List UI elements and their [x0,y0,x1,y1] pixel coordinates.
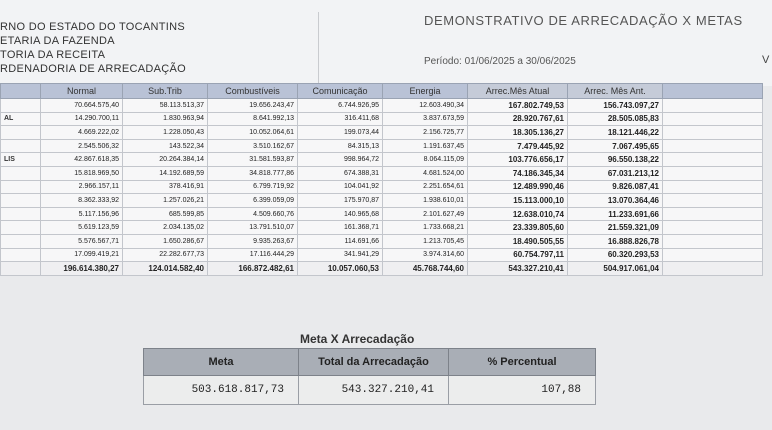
table-cell: 12.638.010,74 [468,207,568,221]
column-header-label [1,84,41,99]
table-cell: 2.101.627,49 [383,207,468,221]
collection-table [0,83,763,276]
table-cell: 2.156.725,77 [383,126,468,140]
table-cell-blank [663,139,763,153]
table-row [1,112,763,126]
table-cell: 13.791.510,07 [208,221,298,235]
report-period: Período: 01/06/2025 a 30/06/2025 [424,56,576,67]
total-cell: 124.014.582,40 [123,262,208,276]
row-label [1,126,41,140]
meta-header-meta: Meta [144,349,299,376]
table-cell: 1.830.963,94 [123,112,208,126]
table-cell: 161.368,71 [298,221,383,235]
column-header-blank [663,84,763,99]
org-line: RDENADORIA DE ARRECADAÇÃO [0,63,186,75]
organization-name [0,20,186,76]
table-cell: 685.599,85 [123,207,208,221]
table-row [1,139,763,153]
table-cell: 1.213.705,45 [383,234,468,248]
table-cell-blank [663,99,763,113]
table-row [1,194,763,208]
table-cell: 60.754.797,11 [468,248,568,262]
table-cell: 10.052.064,61 [208,126,298,140]
table-cell: 16.888.826,78 [568,234,663,248]
table-cell: 2.251.654,61 [383,180,468,194]
total-cell: 45.768.744,60 [383,262,468,276]
table-cell: 96.550.138,22 [568,153,663,167]
table-cell-blank [663,221,763,235]
table-cell: 104.041,92 [298,180,383,194]
table-cell: 67.031.213,12 [568,166,663,180]
meta-header-row [144,349,596,376]
table-cell: 2.034.135,02 [123,221,208,235]
table-cell-blank [663,248,763,262]
table-cell: 15.818.969,50 [41,166,123,180]
table-cell: 998.964,72 [298,153,383,167]
table-cell: 60.320.293,53 [568,248,663,262]
table-row [1,248,763,262]
table-cell: 84.315,13 [298,139,383,153]
table-cell: 17.099.419,21 [41,248,123,262]
table-cell: 21.559.321,09 [568,221,663,235]
table-header-row [1,84,763,99]
org-line: TORIA DA RECEITA [0,49,106,61]
row-label [1,180,41,194]
table-cell: 1.257.026,21 [123,194,208,208]
report-header [0,0,772,86]
total-cell: 166.872.482,61 [208,262,298,276]
table-cell: 15.113.000,10 [468,194,568,208]
column-header-arrec-mes-atual: Arrec.Mês Atual [468,84,568,99]
column-header-combustiveis: Combustíveis [208,84,298,99]
table-cell: 674.388,31 [298,166,383,180]
table-cell: 9.935.263,67 [208,234,298,248]
table-cell: 74.186.345,34 [468,166,568,180]
table-cell: 156.743.097,27 [568,99,663,113]
table-cell-blank [663,112,763,126]
table-cell: 28.505.085,83 [568,112,663,126]
table-cell: 17.116.444,29 [208,248,298,262]
table-cell: 103.776.656,17 [468,153,568,167]
meta-header-total: Total da Arrecadação [299,349,449,376]
row-label [1,166,41,180]
table-cell-blank [663,234,763,248]
total-arrecadacao-value: 543.327.210,41 [299,376,449,405]
table-cell: 167.802.749,53 [468,99,568,113]
table-cell: 12.489.990,46 [468,180,568,194]
table-cell: 3.510.162,67 [208,139,298,153]
total-cell: 10.057.060,53 [298,262,383,276]
row-label [1,234,41,248]
table-cell-blank [663,180,763,194]
table-row [1,126,763,140]
table-cell: 341.941,29 [298,248,383,262]
total-cell: 504.917.061,04 [568,262,663,276]
table-cell: 1.650.286,67 [123,234,208,248]
total-cell: 196.614.380,27 [41,262,123,276]
meta-table [143,348,596,405]
row-label [1,139,41,153]
table-cell: 4.681.524,00 [383,166,468,180]
table-cell-blank [663,262,763,276]
table-cell: 199.073,44 [298,126,383,140]
totals-row [1,262,763,276]
total-cell: 543.327.210,41 [468,262,568,276]
corner-text: V [762,54,770,66]
table-cell: 1.191.637,45 [383,139,468,153]
table-cell: 22.282.677,73 [123,248,208,262]
org-line: ETARIA DA FAZENDA [0,35,115,47]
table-cell: 175.970,87 [298,194,383,208]
table-cell: 2.966.157,11 [41,180,123,194]
table-cell: 11.233.691,66 [568,207,663,221]
table-cell: 14.192.689,59 [123,166,208,180]
table-cell: 9.826.087,41 [568,180,663,194]
table-cell: 6.799.719,92 [208,180,298,194]
table-cell: 70.664.575,40 [41,99,123,113]
column-header-sub-trib: Sub.Trib [123,84,208,99]
table-cell: 2.545.506,32 [41,139,123,153]
meta-title: Meta X Arrecadação [300,332,415,346]
totals-label [1,262,41,276]
header-divider [318,12,319,84]
column-header-normal: Normal [41,84,123,99]
table-cell: 34.818.777,86 [208,166,298,180]
table-cell: 18.121.446,22 [568,126,663,140]
table-row [1,166,763,180]
table-cell: 5.619.123,59 [41,221,123,235]
table-cell: 114.691,66 [298,234,383,248]
table-cell: 18.305.136,27 [468,126,568,140]
table-cell: 42.867.618,35 [41,153,123,167]
table-cell: 1.733.668,21 [383,221,468,235]
row-label: LIS [1,153,41,167]
table-cell: 143.522,34 [123,139,208,153]
table-cell: 31.581.593,87 [208,153,298,167]
table-cell: 7.479.445,92 [468,139,568,153]
percentual-value: 107,88 [449,376,596,405]
table-row [1,234,763,248]
table-cell: 18.490.505,55 [468,234,568,248]
table-row [1,99,763,113]
table-row [1,180,763,194]
table-cell: 4.509.660,76 [208,207,298,221]
meta-value-row [144,376,596,405]
report-title: DEMONSTRATIVO DE ARRECADAÇÃO X METAS [424,13,743,28]
table-cell: 8.064.115,09 [383,153,468,167]
table-cell: 6.399.059,09 [208,194,298,208]
row-label: AL [1,112,41,126]
table-cell: 8.641.992,13 [208,112,298,126]
table-cell-blank [663,126,763,140]
table-cell: 378.416,91 [123,180,208,194]
table-cell: 316.411,68 [298,112,383,126]
table-cell-blank [663,153,763,167]
table-cell: 4.669.222,02 [41,126,123,140]
row-label [1,207,41,221]
table-cell: 14.290.700,11 [41,112,123,126]
table-cell: 3.837.673,59 [383,112,468,126]
table-row [1,153,763,167]
table-row [1,207,763,221]
table-cell: 23.339.805,60 [468,221,568,235]
table-row [1,221,763,235]
table-cell: 140.965,68 [298,207,383,221]
table-cell: 12.603.490,34 [383,99,468,113]
table-cell: 19.656.243,47 [208,99,298,113]
row-label [1,248,41,262]
table-cell-blank [663,166,763,180]
meta-header-percent: % Percentual [449,349,596,376]
org-line: RNO DO ESTADO DO TOCANTINS [0,21,186,33]
table-cell: 3.974.314,60 [383,248,468,262]
table-cell: 8.362.333,92 [41,194,123,208]
column-header-energia: Energia [383,84,468,99]
table-cell: 1.938.610,01 [383,194,468,208]
table-cell: 58.113.513,37 [123,99,208,113]
row-label [1,194,41,208]
table-cell-blank [663,194,763,208]
table-cell: 6.744.926,95 [298,99,383,113]
table-cell: 20.264.384,14 [123,153,208,167]
meta-value: 503.618.817,73 [144,376,299,405]
table-cell: 5.117.156,96 [41,207,123,221]
table-cell-blank [663,207,763,221]
table-cell: 28.920.767,61 [468,112,568,126]
table-cell: 7.067.495,65 [568,139,663,153]
row-label [1,221,41,235]
row-label [1,99,41,113]
table-cell: 5.576.567,71 [41,234,123,248]
table-cell: 1.228.050,43 [123,126,208,140]
table-cell: 13.070.364,46 [568,194,663,208]
column-header-arrec-mes-ant: Arrec. Mês Ant. [568,84,663,99]
column-header-comunicacao: Comunicação [298,84,383,99]
